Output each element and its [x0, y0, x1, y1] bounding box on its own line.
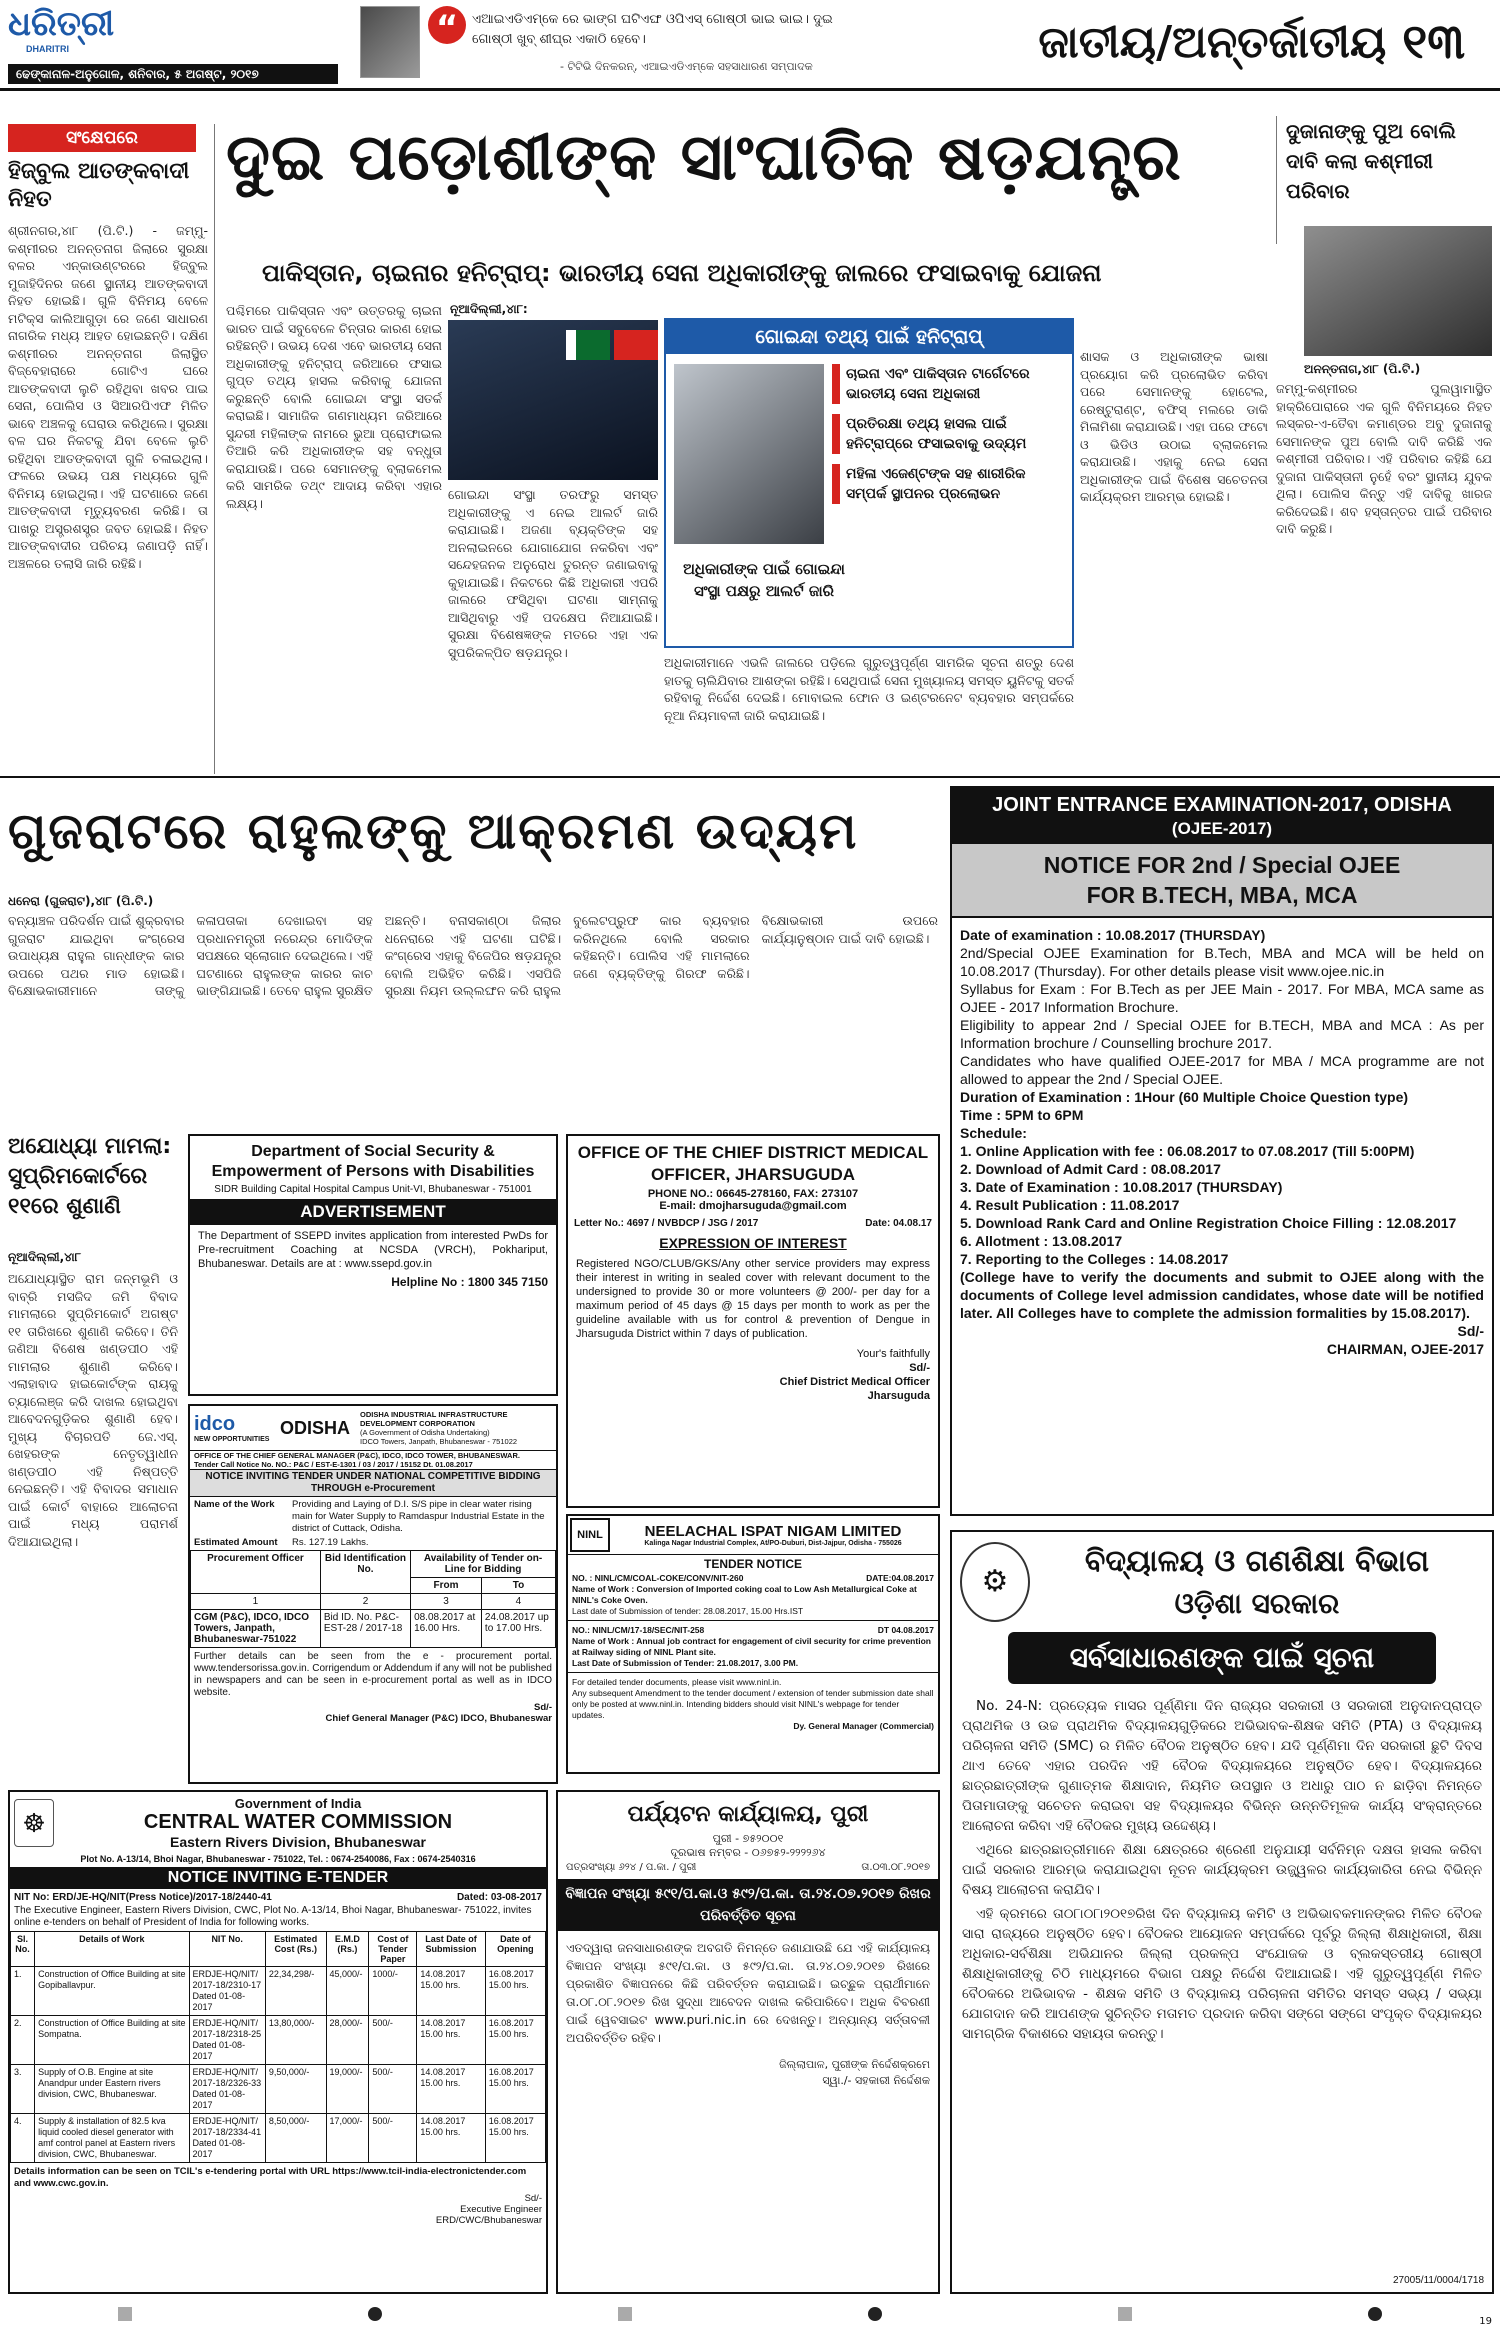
- ssepd-helpline: Helpline No : 1800 345 7150: [391, 1275, 548, 1289]
- cwc-govt: Government of India: [234, 1796, 362, 1811]
- cwc-name: CENTRAL WATER COMMISSION: [143, 1811, 453, 1833]
- ninl-t2-last: Last Date of Submission of Tender: 21.08.2017, 3.00 PM.: [572, 1658, 799, 1668]
- lead-column-3: ଅଧିକାରୀମାନେ ଏଭଳି ଜାଲରେ ପଡ଼ିଲେ ଗୁରୁତ୍ୱପୂର୍ଣ୍ଣ ସାମରିକ ସୂଚନା ଶତ୍ରୁ ଦେଶ ହାତକୁ ଚାଲିଯିବାର ଆଶଙ୍କା ରହିଛି। ସେଥିପାଇଁ ସେନା ମୁଖ୍ୟାଳୟ ସମସ୍ତ ୟୁନିଟକୁ ସତର୍କ ରହିବାକୁ ନିର୍ଦ୍ଦେଶ ଦେଇଛି। ମୋବାଇଲ ଫୋନ ଓ ଇଣ୍ଟରନେଟ ବ୍ୟବହାର ସମ୍ପର୍କରେ ନୂଆ ନିୟମାବଳୀ ଜାରି କରାଯାଇଛି।: [664, 655, 1074, 723]
- quote-text: ଏଆଇଏଡିଏମ୍‌କେ ରେ ଭାଙ୍ଗ ଘଟିଏଙ୍ଘ ଓପିଏସ୍ ଗୋଷ୍ଠୀ ଭାଇ ଭାଇ। ଦୁଇ ଗୋଷ୍ଠୀ ଖୁବ୍ ଶୀଘ୍ର ଏକାଠି ହେବେ।: [472, 12, 833, 47]
- ninl-tender-2: [568, 1620, 938, 1669]
- idco-cell-from: 08.08.2017 at 16.00 Hrs.: [411, 1610, 482, 1648]
- education-p1: No. 24-N: ପ୍ରତ୍ୟେକ ମାସର ପୂର୍ଣ୍ଣିମା ଦିନ ରାଜ୍ୟର ସରକାରୀ ଓ ସରକାରୀ ଅନୁଦାନପ୍ରାପ୍ତ ପ୍ରାଥମିକ ଓ ଉଚ୍ଚ ପ୍ରାଥମିକ ବିଦ୍ୟାଳୟଗୁଡ଼ିକରେ ଅଭିଭାବକ-ଶିକ୍ଷକ ସମିତି (PTA) ଓ ବିଦ୍ୟାଳୟ ପରିଚାଳନା ସମିତି (SMC) ର ମିଳିତ ବୈଠକ ଅନୁଷ୍ଠିତ ହେବ। ଯଦି ପୂର୍ଣ୍ଣିମା ଦିନ ସରକାରୀ ଛୁଟି ଦିବସ ଥାଏ ତେବେ ଏହାର ପରଦିନ ଏହି ବୈଠକ ବିଦ୍ୟାଳୟରେ ଅନୁଷ୍ଠିତ ହେବ। ବିଦ୍ୟାଳୟରେ ଛାତ୍ରଛାତ୍ରୀଙ୍କ ଗୁଣାତ୍ମକ ଶିକ୍ଷାଦାନ, ନିୟମିତ ଉପସ୍ଥାନ ଓ ଅଧାରୁ ପାଠ ନ ଛାଡ଼ିବା ନିମନ୍ତେ ପିତାମାତାଙ୍କୁ ସଚେତନ କରାଇବା ସହ ବିଦ୍ୟାଳୟର ବିଭିନ୍ନ ଉନ୍ନତିମୂଳକ କାର୍ଯ୍ୟ ସଂକ୍ରାନ୍ତରେ ଆଲୋଚନା କରିବା ଏହି ବୈଠକର ମୁଖ୍ୟ ଉଦ୍ଦେଶ୍ୟ।: [962, 1698, 1482, 1834]
- lead-headline: ଦୁଇ ପଡ଼ୋଶୀଙ୍କ ସାଂଘାତିକ ଷଡ଼ଯନ୍ତ୍ର: [226, 121, 1182, 195]
- cwc-cell: 14.08.2017 15.00 hrs.: [417, 1967, 485, 2016]
- idco-work: Providing and Laying of D.I. S/S pipe in clear water rising main for Water Supply to Ramdaspur Industrial Estate in the district of Cuttack, Odisha.: [292, 1499, 545, 1534]
- idco-sign: Chief General Manager (P&C) IDCO, Bhubaneswar: [325, 1713, 552, 1724]
- lead-dateline: ନୂଆଦିଲ୍ଲୀ,୪ା୮:: [450, 302, 528, 316]
- idco-th-officer: Procurement Officer: [191, 1551, 321, 1594]
- cdmo-email: E-mail: dmojharsuguda@gmail.com: [659, 1200, 847, 1212]
- idco-signature: [190, 1702, 556, 1724]
- idco-col-no: 2: [320, 1594, 410, 1610]
- idco-sd: Sd/-: [534, 1702, 552, 1713]
- idco-org-sub: (A Government of Odisha Undertaking): [360, 1428, 490, 1437]
- cwc-header-cell: Last Date of Submission: [417, 1932, 485, 1967]
- cdmo-yours: Your's faithfully: [856, 1348, 930, 1360]
- inset-bullet: ମହିଳା ଏଜେଣ୍ଟଙ୍କ ସହ ଶାରୀରିକ ସମ୍ପର୍କ ସ୍ଥାପନର ପ୍ରଲୋଭନ: [832, 464, 1066, 504]
- header-rule: [0, 88, 1500, 91]
- cwc-cell: Supply & installation of 82.5 kva liquid cooled diesel generator with amf control panel at Eastern rivers division, CWC, Bhubaneswar.: [35, 2114, 189, 2163]
- ninl-header: [568, 1516, 938, 1555]
- odisha-logo: ODISHA: [280, 1417, 351, 1438]
- cwc-division: Eastern Rivers Division, Bhubaneswar: [170, 1834, 426, 1850]
- cdmo-signature: [568, 1341, 938, 1403]
- ninl-t1-last: Last date of Submission of tender: 28.08.2017, 15.00 Hrs.IST: [572, 1606, 804, 1616]
- cwc-header-cell: E.M.D (Rs.): [326, 1932, 369, 1967]
- cwc-nit: NIT No: ERD/JE-HQ/NIT(Press Notice)/2017-18/2440-41: [14, 1892, 272, 1903]
- ninl-logo: NINL: [570, 1518, 610, 1552]
- tourism-sign-2: ସ୍ୱା./- ସହକାରୀ ନିର୍ଦ୍ଦେଶକ: [822, 2074, 930, 2087]
- cdmo-notice: [566, 1134, 940, 1508]
- inset-bullet: ଚାଇନା ଏବଂ ପାକିସ୍ତାନ ଟାର୍ଗେଟରେ ଭାରତୀୟ ସେନା ଅଧିକାରୀ: [832, 364, 1066, 404]
- inset-bullet: ପ୍ରତିରକ୍ଷା ତଥ୍ୟ ହାସଲ ପାଇଁ ହନିଟ୍ରାପ୍‌ରେ ଫସାଇବାକୁ ଉଦ୍ୟମ: [832, 414, 1066, 454]
- footer-page-number: 19: [1479, 2316, 1492, 2327]
- ojee-notice-2: FOR B.TECH, MBA, MCA: [1086, 882, 1358, 908]
- idco-col-no: 4: [481, 1594, 555, 1610]
- cwc-cell: 3.: [11, 2065, 35, 2114]
- idco-logo-text: idco: [194, 1413, 236, 1435]
- ssepd-advertisement: [188, 1134, 558, 1396]
- education-title: ବିଦ୍ୟାଳୟ ଓ ଗଣଶିକ୍ଷା ବିଭାଗ: [1084, 1544, 1430, 1579]
- lead-subhead: ପାକିସ୍ତାନ, ଚାଇନାର ହନିଟ୍ରାପ୍: ଭାରତୀୟ ସେନା ଅଧିକାରୀଙ୍କୁ ଜାଲରେ ଫସାଇବାକୁ ଯୋଜନା: [262, 259, 1102, 287]
- inset-bullets: [832, 364, 1066, 504]
- registration-mark-icon: [368, 2307, 382, 2321]
- cwc-nit-row: [10, 1892, 546, 1903]
- idco-work-label: Name of the Work: [194, 1499, 275, 1510]
- idco-amount: Rs. 127.19 Lakhs.: [292, 1537, 369, 1548]
- ninl-t1-no: NO. : NINL/CM/COAL-COKE/CONV/NIT-260: [572, 1573, 744, 1583]
- cwc-cell: 19,000/-: [326, 2065, 369, 2114]
- lead-column-4: ଶାସକ ଓ ଅଧିକାରୀଙ୍କ ଭାଷା ପ୍ରୟୋଗ କରି ପ୍ରଲୋଭିତ କରିବା ପରେ ସେମାନଙ୍କୁ ହୋଟେଲ, ରେଷ୍ଟୁରାଣ୍ଟ, ବଫିସ୍ ମଲରେ ଡାକି ମିଳାମିଶା କରାଯାଉଛି। ଏହା ପରେ ଫଟୋ ଓ ଭିଡିଓ ଉଠାଇ ବ୍ଲାକମେଲ କରାଯାଉଛି। ଏହାକୁ ନେଇ ସେନା ଅଧିକାରୀଙ୍କ ପାଇଁ ବିଶେଷ ସଚେତନତା କାର୍ଯ୍ୟକ୍ରମ ଆରମ୍ଭ ହୋଇଛି।: [1080, 349, 1268, 504]
- registration-mark-icon: [118, 2307, 132, 2321]
- cwc-cell: 17,000/-: [326, 2114, 369, 2163]
- idco-table: [190, 1550, 556, 1648]
- edition-bar: [8, 64, 338, 84]
- tourism-letter: ପତ୍ରସଂଖ୍ୟା ୬୨୪ / ପ.କା. / ପୁରୀ: [566, 1862, 697, 1873]
- cdmo-letter: Letter No.: 4697 / NVBDCP / JSG / 2017: [574, 1218, 759, 1229]
- tourism-pin: ପୁରୀ - ୭୫୨୦୦୧: [712, 1832, 784, 1845]
- ojee-candidates: Candidates who have qualified OJEE-2017 for MBA / MCA programme are not allowed to appear the 2nd / Special OJEE.: [960, 1053, 1484, 1087]
- ninl-title-block: [610, 1523, 936, 1547]
- cdmo-eoi: EXPRESSION OF INTEREST: [659, 1235, 847, 1251]
- ojee-schedule-label: Schedule:: [960, 1125, 1027, 1141]
- gujarat-body: ବନ୍ୟାଞ୍ଚଳ ପରିଦର୍ଶନ ପାଇଁ ଶୁକ୍ରବାର ଗୁଜରାଟ ଯାଇଥିବା କଂଗ୍ରେସ ଉପାଧ୍ୟକ୍ଷ ରାହୁଲ ଗାନ୍ଧୀଙ୍କ କାର ଉପରେ ପଥର ମାଡ ହୋଇଛି। ବିକ୍ଷୋଭକାରୀମାନେ ତାଙ୍କୁ କଳାପତାକା ଦେଖାଇବା ସହ ପ୍ରଧାନମନ୍ତ୍ରୀ ନରେନ୍ଦ୍ର ମୋଦିଙ୍କ ସପକ୍ଷରେ ସ୍ଲୋଗାନ ଦେଇଥିଲେ। ଏହି ଘଟଣାରେ ରାହୁଲଙ୍କ କାରର କାଚ ଭାଙ୍ଗିଯାଇଛି। ତେବେ ରାହୁଲ ସୁରକ୍ଷିତ ଅଛନ୍ତି। ବନାସକାଣ୍ଠା ଜିଲାର ଧନେରାରେ ଏହି ଘଟଣା ଘଟିଛି। କଂଗ୍ରେସ ଏହାକୁ ବିଜେପିର ଷଡ଼ଯନ୍ତ୍ର ବୋଲି ଅଭିହିତ କରିଛି। ଏସପିଜି ସୁରକ୍ଷା ନିୟମ ଉଲ୍ଲଙ୍ଘନ କରି ରାହୁଲ ବୁଲେଟପ୍ରୁଫ କାର ବ୍ୟବହାର କରିନଥିଲେ ବୋଲି ସରକାର କହିଛନ୍ତି। ପୋଲିସ ଏହି ମାମଲାରେ ଜଣେ ବ୍ୟକ୍ତିଙ୍କୁ ଗିରଫ କରିଛି। ବିକ୍ଷୋଭକାରୀ ଉପରେ କାର୍ଯ୍ୟାନୁଷ୍ଠାନ ପାଇଁ ଦାବି ହୋଇଛି।: [8, 913, 938, 998]
- ojee-sd: Sd/-: [1457, 1323, 1484, 1339]
- china-flag-icon: [614, 330, 658, 360]
- ninl-sign: Dy. General Manager (Commercial): [793, 1721, 934, 1731]
- section-name: ଜାତୀୟ/ଅନ୍ତର୍ଜାତୀୟ: [1038, 16, 1387, 68]
- brief-label-text: ସଂକ୍ଷେପରେ: [66, 128, 138, 148]
- cwc-cell: 500/-: [369, 2114, 417, 2163]
- brief-body: ଶ୍ରୀନଗର,୪ା୮ (ପି.ଟି.) - ଜମ୍ମୁ-କଶ୍ମୀରର ଅନନ୍ତନାଗ ଜିଲାରେ ସୁରକ୍ଷା ବଳର ଏନ୍‌କାଉଣ୍ଟରରେ ହିଜ୍‌ବୁଲ ମୁଜାହିଦିନର ଜଣେ ସ୍ଥାନୀୟ ଆତଙ୍କବାଦୀ ନିହତ ହୋଇଛି। ଗୁଳି ବିନିମୟ ବେଳେ ମଟିକ୍ସ କାଲିଆଗୁଡ଼ା ରେ ଜଣେ ସାଧାରଣ ନାଗରିକ ମଧ୍ୟ ଆହତ ହୋଇଛନ୍ତି। ଦକ୍ଷିଣ କଶ୍ମୀରର ଅନନ୍ତନାଗ ଜିଲାସ୍ଥିତ ବିଜ୍‌ବେହାରାରେ ଗୋଟିଏ ଘରେ ଆତଙ୍କବାଦୀ ଲୁଚି ରହିଥିବା ଖବର ପାଇ ସେନା, ପୋଲିସ ଓ ସିଆରପିଏଫ ମିଳିତ ଭାବେ ଅଞ୍ଚଳକୁ ଘେରାଉ କରିଥିଲେ। ସୁରକ୍ଷା ବଳ ଘର ନିକଟକୁ ଯିବା ବେଳେ ଲୁଚି ରହିଥିବା ଆତଙ୍କବାଦୀ ଗୁଳି ଚଳାଇଥିଲା। ଫଳରେ ଉଭୟ ପକ୍ଷ ମଧ୍ୟରେ ଗୁଳି ବିନିମୟ ହୋଇଥିଲା। ଏହି ଘଟଣାରେ ଜଣେ ଆତଙ୍କବାଦୀ ମୃତ୍ୟୁବରଣ କରିଛି। ତା ପାଖରୁ ଅସ୍ତ୍ରଶସ୍ତ୍ର ଜବତ ହୋଇଛି। ନିହତ ଆତଙ୍କବାଦୀର ପରିଚୟ ଜଣାପଡ଼ି ନାହିଁ। ଅଞ୍ଚଳରେ ତଲାସି ଜାରି ରହିଛି।: [8, 223, 208, 571]
- idco-notice: NOTICE INVITING TENDER UNDER NATIONAL COMPETITIVE BIDDING THROUGH e-Procurement: [190, 1469, 556, 1497]
- gujarat-dateline: ଧନେରା (ଗୁଜରାଟ),୪ା୮ (ପି.ଟି.): [8, 894, 154, 908]
- ojee-intro: 2nd/Special OJEE Examination for B.Tech, MBA and MCA will be held on 10.08.2017 (Thursday). For other details please visit www.ojee.nic.in: [960, 945, 1484, 979]
- cdmo-body: Registered NGO/CLUB/GKS/Any other service providers may express their interest in writing in sealed cover with relevant document to the undersigned to provide 30 or more volunteers @ 200/- per day for a maximum period of 45 days @ 15 days per month to work as per the guideline available with us for control & prevention of Dengue in Jharsuguda District within 7 days of publication.: [576, 1258, 930, 1340]
- section-title: [945, 10, 1465, 74]
- idco-cell-bid: Bid ID. No. P&C-EST-28 / 2017-18: [320, 1610, 410, 1648]
- idco-th-bid: Bid Identification No.: [320, 1551, 410, 1594]
- tourism-banner: ବିଜ୍ଞାପନ ସଂଖ୍ୟା ୫୯୧/ପ.କା.ଓ ୫୯୨/ପ.କା. ତା.୨୪.୦୭.୨୦୧୭ ରିଖର ପରିବର୍ତ୍ତିତ ସୂଚନା: [558, 1879, 938, 1931]
- idco-col-no: 1: [191, 1594, 321, 1610]
- cdmo-phone: PHONE NO.: 06645-278160, FAX: 273107: [647, 1188, 859, 1200]
- registration-mark-icon: [618, 2307, 632, 2321]
- idco-org: ODISHA INDUSTRIAL INFRASTRUCTURE DEVELOPMENT CORPORATION: [360, 1410, 508, 1428]
- ojee-duration: Duration of Examination : 1Hour (60 Multiple Choice Question type): [960, 1089, 1409, 1105]
- quote-attribution: - ଟିଟିଭି ଦିନକରନ୍, ଏଆଇଏଡିଏମ୍‌କେ ସହସାଧାରଣ ସମ୍ପାଦକ: [560, 60, 813, 73]
- ssepd-body: The Department of SSEPD invites application from interested PwDs for Pre-recruitment Coaching at NCSDA (VRCH), Pokhariput, Bhubaneswar. Details are at : www.ssepd.gov.in: [198, 1230, 548, 1270]
- cwc-header: [10, 1792, 546, 1854]
- cwc-sign-2: ERD/CWC/Bhubaneswar: [435, 2215, 542, 2226]
- cwc-tender: [8, 1790, 548, 2294]
- tourism-sign-1: ଜିଲ୍ଲାପାଳ, ପୁରୀଙ୍କ ନିର୍ଦ୍ଦେଶକ୍ରମେ: [779, 2058, 930, 2071]
- ssepd-ad-label: ADVERTISEMENT: [190, 1199, 556, 1225]
- tourism-body: ଏତଦ୍ୱାରା ଜନସାଧାରଣଙ୍କ ଅବଗତି ନିମନ୍ତେ ଜଣାଯାଉଛି ଯେ ଏହି କାର୍ଯ୍ୟାଳୟ ବିଜ୍ଞାପନ ସଂଖ୍ୟା ୫୯୧/ପ.କା. ଓ ୫୯୨/ପ.କା. ତା.୨୪.୦୭.୨୦୧୭ ରିଖରେ ପ୍ରକାଶିତ ବିଜ୍ଞାପନରେ କିଛି ପରିବର୍ତ୍ତନ କରାଯାଇଛି। ଇଚ୍ଛୁକ ପ୍ରାର୍ଥୀମାନେ ତା.୦୮.୦୮.୨୦୧୭ ରିଖ ସୁଦ୍ଧା ଆବେଦନ ଦାଖଲ କରିପାରିବେ। ଅଧିକ ବିବରଣୀ ପାଇଁ ୱେବସାଇଟ www.puri.nic.in ରେ ଦେଖନ୍ତୁ। ଅନ୍ୟାନ୍ୟ ସର୍ତ୍ତାବଳୀ ଅପରିବର୍ତ୍ତିତ ରହିବ।: [566, 1941, 930, 2045]
- cwc-table: [10, 1931, 546, 2163]
- emblem-icon: ☸: [14, 1799, 54, 1847]
- cwc-cell: 500/-: [369, 2065, 417, 2114]
- kashmir-body: ଜମ୍ମୁ-କଶ୍ମୀରର ପୁଲୱାମାସ୍ଥିତ ହାକ୍ରିପୋରାରେ ଏକ ଗୁଳି ବିନିମୟରେ ନିହତ ଲସ୍କର-ଏ-ତୈବା କମାଣ୍ଡର ଅବୁ ଦୁଜାନାକୁ ସେମାନଙ୍କ ପୁଅ ବୋଲି ଦାବି କରିଛି ଏକ କଶ୍ମୀରୀ ପରିବାର। ଏହି ପରିବାର କହିଛି ଯେ ଦୁଜାନା ପାକିସ୍ତାନୀ ନୁହେଁ ବରଂ ସ୍ଥାନୀୟ ଯୁବକ ଥିଲା। ପୋଲିସ କିନ୍ତୁ ଏହି ଦାବିକୁ ଖାରଜ କରିଦେଇଛି। ଶବ ହସ୍ତାନ୍ତର ପାଇଁ ପରିବାର ଦାବି କରୁଛି।: [1276, 381, 1492, 536]
- idco-col-no: 3: [411, 1594, 482, 1610]
- tourism-letter-date: ତା.୦୩.୦୮.୨୦୧୭: [861, 1862, 930, 1873]
- education-p3: ଏହି କ୍ରମରେ ତା୦୮ା୦୮ା୨୦୧୭ରିଖ ଦିନ ବିଦ୍ୟାଳୟ କମିଟି ଓ ଅଭିଭାବକମାନଙ୍କର ମିଳିତ ବୈଠକ ସାରା ରାଜ୍ୟରେ ଅନୁଷ୍ଠିତ ହେବ। ବୈଠକର ଆୟୋଜନ ସମ୍ପର୍କରେ ପୂର୍ବରୁ ଜିଲ୍ଲା ଶିକ୍ଷାଧିକାରୀ, ଶିକ୍ଷା ଅଧିକାର-ସର୍ବଶିକ୍ଷା ଅଭିଯାନର ଜିଲ୍ଲା ପ୍ରକଳ୍ପ ସଂଯୋଜକ ଓ ବ୍ଲକସ୍ତରୀୟ ଗୋଷ୍ଠୀ ଶିକ୍ଷାଧିକାରୀଙ୍କୁ ଚିଠି ମାଧ୍ୟମରେ ବିଭାଗ ପକ୍ଷରୁ ନିର୍ଦ୍ଦେଶ ଦିଆଯାଇଛି। ଏହି ଗୁରୁତ୍ୱପୂର୍ଣ୍ଣ ମିଳିତ ବୈଠକରେ ଅଭିଭାବକ - ଶିକ୍ଷକ ସମିତି ଓ ବିଦ୍ୟାଳୟ ପରିଚାଳନା ସମିତିର ସମସ୍ତ ସଭ୍ୟ / ସଭ୍ୟା ଯୋଗଦାନ କରି ଆପଣଙ୍କ ସୁଚିନ୍ତିତ ମତାମତ ପ୍ରଦାନ କରିବା ସଙ୍ଗେ ସଙ୍ଗେ ସଂପୃକ୍ତ ବିଦ୍ୟାଳୟର ସାମଗ୍ରିକ ବିକାଶରେ ସହାୟତା କରନ୍ତୁ।: [962, 1906, 1482, 2042]
- cwc-cell: ERDJE-HQ/NIT/ 2017-18/2318-25 Dated 01-08-2017: [189, 2016, 265, 2065]
- gujarat-headline: ଗୁଜରାଟରେ ରାହୁଲଙ୍କୁ ଆକ୍ରମଣ ଉଦ୍ୟମ: [8, 802, 859, 860]
- lead-column-2: ଗୋଇନ୍ଦା ସଂସ୍ଥା ତରଫରୁ ସମସ୍ତ ଅଧିକାରୀଙ୍କୁ ଏ ନେଇ ଆଲର୍ଟ ଜାରି କରାଯାଇଛି। ଅଜଣା ବ୍ୟକ୍ତିଙ୍କ ସହ ଅନଲାଇନରେ ଯୋଗାଯୋଗ ନକରିବା ଏବଂ ସନ୍ଦେହଜନକ ଅନୁରୋଧ ତୁରନ୍ତ ଜଣାଇବାକୁ କୁହାଯାଇଛି। ନିକଟରେ କିଛି ଅଧିକାରୀ ଏପରି ଜାଲରେ ଫସିଥିବା ଘଟଣା ସାମ୍ନାକୁ ଆସିଥିବାରୁ ଏହି ପଦକ୍ଷେପ ନିଆଯାଇଛି। ସୁରକ୍ଷା ବିଶେଷଜ୍ଞଙ୍କ ମତରେ ଏହା ଏକ ସୁପରିକଳ୍ପିତ ଷଡ଼ଯନ୍ତ୍ର।: [448, 487, 658, 660]
- idco-cell-officer: CGM (P&C), IDCO, IDCO Towers, Janpath, Bhubaneswar-751022: [191, 1610, 321, 1648]
- ojee-schedule-item: 7. Reporting to the Colleges : 14.08.2017: [960, 1251, 1229, 1267]
- idco-amount-label: Estimated Amount: [194, 1537, 278, 1548]
- cwc-cell: ERDJE-HQ/NIT/ 2017-18/2326-33 Dated 01-08-2017: [189, 2065, 265, 2114]
- cwc-cell: 14.08.2017 15.00 hrs.: [417, 2114, 485, 2163]
- cwc-cell: 1000/-: [369, 1967, 417, 2016]
- ninl-tender-1: [568, 1573, 938, 1617]
- cwc-cell: 16.08.2017 15.00 hrs.: [485, 2065, 545, 2114]
- cdmo-date: Date: 04.08.17: [865, 1218, 932, 1229]
- cwc-cell: 16.08.2017 15.00 hrs.: [485, 2016, 545, 2065]
- idco-th-from: From: [411, 1578, 482, 1594]
- section-rule-1: [0, 776, 1500, 778]
- idco-th-avail: Availability of Tender on-Line for Bidding: [411, 1551, 556, 1578]
- cwc-cell: 14.08.2017 15.00 hrs.: [417, 2016, 485, 2065]
- ojee-college-note: (College have to verify the documents and submit to OJEE along with the documents of College level admission candidates, whose date will be notified later. All Colleges have to complete the admission formalities by 15.08.2017).: [960, 1269, 1484, 1321]
- cdmo-sign: Chief District Medical Officer: [779, 1376, 930, 1388]
- cwc-cell: Construction of Office Building at site Gopiballavpur.: [35, 1967, 189, 2016]
- ninl-tender: [566, 1514, 940, 1774]
- ojee-notice: [950, 786, 1494, 1516]
- table-row: [11, 2114, 546, 2163]
- inset-caption: ଅଧିକାରୀଙ୍କ ପାଇଁ ଗୋଇନ୍ଦା ସଂସ୍ଥା ପକ୍ଷରୁ ଆଲର୍ଟ ଜାରି: [683, 560, 845, 600]
- ninl-t1-row: [572, 1573, 934, 1584]
- masthead-subtitle: DHARITRI: [26, 44, 69, 54]
- idco-work-row: [190, 1497, 556, 1537]
- ojee-notice-banner: [952, 844, 1492, 918]
- cwc-footer: Details information can be seen on TCIL's e-tendering portal with URL https://www.tcil-india-electronictender.com and www.cwc.gov.in.: [14, 2166, 527, 2189]
- lead-column-1: ପଶ୍ଚିମରେ ପାକିସ୍ତାନ ଏବଂ ଉତ୍ତରକୁ ଚାଇନା ଭାରତ ପାଇଁ ସବୁବେଳେ ଚିନ୍ତାର କାରଣ ହୋଇ ରହିଛନ୍ତି। ଉଭୟ ଦେଶ ଏବେ ଭାରତୀୟ ସେନା ଅଧିକାରୀଙ୍କୁ ହନିଟ୍ରାପ୍ ଜରିଆରେ ଫସାଇ ଗୁପ୍ତ ତଥ୍ୟ ହାସଲ କରିବାକୁ ଯୋଜନା କରୁଛନ୍ତି ବୋଲି ଗୋଇନ୍ଦା ସଂସ୍ଥା ସତର୍କ କରାଇଛି। ସାମାଜିକ ଗଣମାଧ୍ୟମ ଜରିଆରେ ସୁନ୍ଦରୀ ମହିଳାଙ୍କ ନାମରେ ଭୁଆ ପ୍ରୋଫାଇଲ ତିଆରି କରି ଅଧିକାରୀଙ୍କ ସହ ବନ୍ଧୁତା କରାଯାଉଛି। ପରେ ସେମାନଙ୍କୁ ବ୍ଲାକମେଲ କରି ସାମରିକ ତଥ୍୯ ଆଦାୟ କରିବା ଏହାର ଲକ୍ଷ୍ୟ।: [226, 303, 442, 511]
- idco-logo: [194, 1413, 280, 1443]
- kashmir-dateline: ଅନନ୍ତନାଗ,୪ା୮ (ପି.ଟି.): [1304, 362, 1421, 376]
- ojee-schedule-item: 6. Allotment : 13.08.2017: [960, 1233, 1123, 1249]
- cwc-cell: 9,50,000/-: [265, 2065, 326, 2114]
- table-row: [11, 2065, 546, 2114]
- cwc-sd: Sd/-: [524, 2193, 542, 2204]
- table-row: [11, 2016, 546, 2065]
- ojee-content: [952, 918, 1492, 1366]
- idco-tender: [188, 1404, 558, 1784]
- tourism-letter-row: [558, 1860, 938, 1875]
- ojee-date: Date of examination : 10.08.2017 (THURSDAY): [960, 927, 1266, 943]
- ojee-syllabus: Syllabus for Exam : For B.Tech as per JEE Main - 2017. For MBA, MCA same as OJEE - 2017 Information Brochure.: [960, 981, 1484, 1015]
- kashmir-portrait: [1304, 226, 1492, 356]
- pakistan-flag-icon: [566, 330, 610, 360]
- tourism-notice: [556, 1790, 940, 2294]
- cwc-header-cell: Details of Work: [35, 1932, 189, 1967]
- education-content: [952, 1684, 1492, 2056]
- ninl-t2-date: DT 04.08.2017: [877, 1625, 934, 1635]
- cwc-cell: 1.: [11, 1967, 35, 2016]
- ssepd-title: Department of Social Security & Empowerment of Persons with Disabilities: [211, 1143, 535, 1180]
- odisha-emblem-icon: ⚙: [960, 1542, 1030, 1622]
- cwc-cell: ERDJE-HQ/NIT/ 2017-18/2334-41 Dated 01-08-2017: [189, 2114, 265, 2163]
- brief-label: [8, 124, 196, 152]
- ninl-t1-date: DATE:04.08.2017: [866, 1573, 934, 1583]
- ninl-tender-label: TENDER NOTICE: [703, 1557, 802, 1571]
- quote-mark-icon: “: [428, 6, 466, 44]
- cwc-cell: 500/-: [369, 2016, 417, 2065]
- education-govt: ଓଡ଼ିଶା ସରକାର: [1174, 1587, 1340, 1620]
- ojee-title-2: (OJEE-2017): [1171, 819, 1273, 838]
- ojee-schedule-item: 1. Online Application with fee : 06.08.2017 to 07.08.2017 (Till 5:00PM): [960, 1143, 1415, 1159]
- ojee-title-1: JOINT ENTRANCE EXAMINATION-2017, ODISHA: [992, 794, 1452, 816]
- cwc-cell: 45,000/-: [326, 1967, 369, 2016]
- registration-mark-icon: [868, 2307, 882, 2321]
- cdmo-place: Jharsuguda: [867, 1390, 930, 1402]
- idco-logo-row: [190, 1406, 556, 1450]
- ojee-header: [952, 788, 1492, 844]
- table-row: [11, 1967, 546, 2016]
- idco-call: Tender Call Notice No. NO.: P&C / EST-E-1301 / 03 / 2017 / 15152 Dt. 01.08.2017: [194, 1460, 473, 1469]
- print-registration-marks: [0, 2302, 1500, 2326]
- ayodhya-dateline: ନୂଆଦିଲ୍ଲୀ,୪ା୮: [8, 1250, 81, 1264]
- registration-mark-icon: [1118, 2307, 1132, 2321]
- cwc-header-cell: Estimated Cost (Rs.): [265, 1932, 326, 1967]
- brief-divider: [214, 124, 215, 774]
- page-number: ୧୩: [1402, 13, 1465, 70]
- idco-cell-to: 24.08.2017 up to 17.00 Hrs.: [481, 1610, 555, 1648]
- tourism-signature: [558, 2051, 938, 2095]
- cwc-cell: 8,50,000/-: [265, 2114, 326, 2163]
- kashmir-headline: ଦୁଜାନାଙ୍କୁ ପୁଅ ବୋଲି ଦାବି କଲା କଶ୍ମୀରୀ ପରିବାର: [1286, 119, 1456, 203]
- ssepd-address: SIDR Building Capital Hospital Campus Unit-VI, Bhubaneswar - 751001: [214, 1184, 532, 1195]
- idco-amount-row: [190, 1537, 556, 1550]
- cwc-cell: 4.: [11, 2114, 35, 2163]
- masthead-title: ଧରିତ୍ରୀ: [8, 4, 115, 44]
- tourism-title: ପର୍ଯ୍ୟଟନ କାର୍ଯ୍ୟାଳୟ, ପୁରୀ: [627, 1802, 869, 1827]
- cwc-cell: 28,000/-: [326, 2016, 369, 2065]
- edition-line: ଢେଙ୍କାନାଳ-ଅନୁଗୋଳ, ଶନିବାର, ୫ ଅଗଷ୍ଟ, ୨୦୧୭: [16, 67, 259, 81]
- cdmo-title: OFFICE OF THE CHIEF DISTRICT MEDICAL OFFICER, JHARSUGUDA: [577, 1143, 929, 1184]
- ninl-t2-work: Name of Work : Annual job contract for engagement of civil security for crime prevention at Railway siding of NINL Plant site.: [572, 1636, 931, 1657]
- idco-office: OFFICE OF THE CHIEF GENERAL MANAGER (P&C), IDCO, IDCO TOWER, BHUBANESWAR.: [190, 1450, 556, 1460]
- ayodhya-body: ଅଯୋଧ୍ୟାସ୍ଥିତ ରାମ ଜନ୍ମଭୂମି ଓ ବାବ୍ରି ମସଜିଦ ଜମି ବିବାଦ ମାମଲାରେ ସୁପ୍ରିମକୋର୍ଟ ଅଗଷ୍ଟ ୧୧ ତାରିଖରେ ଶୁଣାଣି କରିବେ। ତିନି ଜଣିଆ ବିଶେଷ ଖଣ୍ଡପୀଠ ଏହି ମାମଲାର ଶୁଣାଣି କରିବେ। ଏଲାହାବାଦ ହାଇକୋର୍ଟଙ୍କ ରାୟକୁ ଚ୍ୟାଲେଞ୍ଜ କରି ଦାଖଲ ହୋଇଥିବା ଆବେଦନଗୁଡ଼ିକର ଶୁଣାଣି ହେବ। ମୁଖ୍ୟ ବିଚାରପତି ଜେ.ଏସ୍. ଖେହରଙ୍କ ନେତୃତ୍ୱାଧୀନ ଖଣ୍ଡପୀଠ ଏହି ନିଷ୍ପତ୍ତି ନେଇଛନ୍ତି। ଏହି ବିବାଦର ସମାଧାନ ପାଇଁ କୋର୍ଟ ବାହାରେ ଆଲୋଚନା ପାଇଁ ମଧ୍ୟ ପରାମର୍ଶ ଦିଆଯାଇଥିଲା।: [8, 1271, 178, 1549]
- cwc-cell: 2.: [11, 2016, 35, 2065]
- ojee-eligibility: Eligibility to appear 2nd / Special OJEE for B.TECH, MBA and MCA : As per Information brochure / Counselling brochure 2017.: [960, 1017, 1484, 1051]
- ninl-addr: Kalinga Nagar Industrial Complex, At/PO-Duburi, Dist-Jajpur, Odisha - 755026: [644, 1540, 902, 1547]
- cwc-addr: Plot No. A-13/14, Bhoi Nagar, Bhubaneswar - 751022, Tel. : 0674-2540086, Fax : 0674-2540316: [80, 1854, 476, 1864]
- masked-woman-photo: [674, 364, 824, 544]
- idco-org-addr: IDCO Towers, Janpath, Bhubaneswar - 751022: [360, 1437, 518, 1446]
- ojee-time: Time : 5PM to 6PM: [960, 1107, 1084, 1123]
- cwc-cell: 13,80,000/-: [265, 2016, 326, 2065]
- cwc-cell: 16.08.2017 15.00 hrs.: [485, 1967, 545, 2016]
- ojee-notice-1: NOTICE FOR 2nd / Special OJEE: [1043, 852, 1401, 878]
- ayodhya-headline: ଅଯୋଧ୍ୟା ମାମଲା: ସୁପ୍ରିମକୋର୍ଟରେ ୧୧ରେ ଶୁଣାଣି: [8, 1134, 172, 1219]
- cdmo-letter-row: [568, 1212, 938, 1229]
- hacker-photo: [448, 320, 658, 480]
- cwc-cell: Supply of O.B. Engine at site Anandpur under Eastern rivers division, CWC, Bhubaneswar.: [35, 2065, 189, 2114]
- idco-further: Further details can be seen from the e - procurement portal. www.tendersorissa.gov.in. Corrigendum or Addendum if any will not be published in newspapers and can be seen in e-procurement portal as well as in IDCO website.: [194, 1651, 552, 1698]
- cwc-header-cell: Cost of Tender Paper: [369, 1932, 417, 1967]
- ninl-footer: [568, 1672, 938, 1736]
- education-title-block: [1030, 1540, 1484, 1624]
- cwc-cell: 22,34,298/-: [265, 1967, 326, 2016]
- ojee-schedule-item: 2. Download of Admit Card : 08.08.2017: [960, 1161, 1221, 1177]
- cwc-dated: Dated: 03-08-2017: [456, 1892, 542, 1903]
- education-notice: [950, 1530, 1494, 2294]
- cwc-header-cell: NIT No.: [189, 1932, 265, 1967]
- ojee-schedule-item: 5. Download Rank Card and Online Registration Choice Filling : 12.08.2017: [960, 1215, 1457, 1231]
- education-banner: ସର୍ବସାଧାରଣଙ୍କ ପାଇଁ ସୂଚନା: [1008, 1632, 1436, 1684]
- cwc-cell: 14.08.2017 15.00 hrs.: [417, 2065, 485, 2114]
- education-header: [952, 1532, 1492, 1632]
- inset-title: ଗୋଇନ୍ଦା ତଥ୍ୟ ପାଇଁ ହନିଟ୍ରାପ୍: [666, 320, 1072, 354]
- education-code: 27005/11/0004/1718: [1392, 2275, 1484, 2286]
- cwc-title-block: [54, 1796, 542, 1850]
- idco-logo-tag: NEW OPPORTUNITIES: [194, 1436, 270, 1443]
- ninl-name: NEELACHAL ISPAT NIGAM LIMITED: [644, 1523, 902, 1540]
- cwc-signature: [10, 2193, 546, 2226]
- brief-title: ହିଜ୍‌ବୁଲ ଆତଙ୍କବାଦୀ ନିହତ: [8, 159, 190, 212]
- kashmir-divider: [1276, 116, 1277, 244]
- ninl-amend: Any subsequent Amendment to the tender document / extension of tender submission date shall only be posted at www.ninl.in. Intending bidders should visit NINL's webpage for tender updates.: [572, 1688, 934, 1720]
- cwc-notice: NOTICE INVITING E-TENDER: [10, 1867, 546, 1889]
- idco-th-to: To: [481, 1578, 555, 1594]
- education-p2: ଏଥିରେ ଛାତ୍ରଛାତ୍ରୀମାନେ ଶିକ୍ଷା କ୍ଷେତ୍ରରେ ଶ୍ରେଣୀ ଅନୁଯାୟୀ ସର୍ବନିମ୍ନ ଦକ୍ଷତା ହାସଲ କରିବା ପାଇଁ ସରକାର ଆରମ୍ଭ କରାଯାଇଥିବା ନୂତନ କାର୍ଯ୍ୟକ୍ରମ ଉଜ୍ଜ୍ୱଳର କାର୍ଯ୍ୟକାରିତା ନେଇ ବିଭିନ୍ନ ବିଷୟ ଆଲୋଚନା କରାଯିବ।: [962, 1842, 1482, 1898]
- ninl-t2-no: NO.: NINL/CM/17-18/SEC/NIT-258: [572, 1625, 705, 1635]
- masthead: [8, 4, 115, 60]
- cdmo-sd: Sd/-: [909, 1362, 930, 1374]
- ojee-schedule-item: 3. Date of Examination : 10.08.2017 (THURSDAY): [960, 1179, 1283, 1195]
- ojee-chairman: CHAIRMAN, OJEE-2017: [1326, 1341, 1484, 1357]
- honeytrap-inset: [664, 318, 1074, 648]
- idco-org-block: [360, 1410, 552, 1446]
- cwc-intro: The Executive Engineer, Eastern Rivers Division, CWC, Plot No. A-13/14, Bhoi Nagar, Bhubaneswar- 751022, invites online e-tenders on behalf of President of India for following works.: [14, 1905, 532, 1928]
- cwc-sign-1: Executive Engineer: [460, 2204, 542, 2215]
- tourism-phone: ଦୂରଭାଷ ନମ୍ବର - ୦୬୭୫୨-୨୨୨୨୬୪: [670, 1846, 826, 1859]
- cwc-header-cell: Date of Opening: [485, 1932, 545, 1967]
- cwc-cell: ERDJE-HQ/NIT/ 2017-18/2310-17 Dated 01-08-2017: [189, 1967, 265, 2016]
- registration-mark-icon: [1368, 2307, 1382, 2321]
- quote-portrait: [360, 6, 420, 78]
- ninl-t2-row: [572, 1625, 934, 1636]
- ninl-detail: For detailed tender documents, please visit www.ninl.in.: [572, 1677, 782, 1687]
- ninl-t1-work: Name of Work : Conversion of Imported coking coal to Low Ash Metallurgical Coke at NINL's Coke Oven.: [572, 1584, 917, 1605]
- cwc-cell: Construction of Office Building at site Sompatna.: [35, 2016, 189, 2065]
- ojee-schedule-item: 4. Result Publication : 11.08.2017: [960, 1197, 1180, 1213]
- cwc-header-cell: Sl. No.: [11, 1932, 35, 1967]
- cwc-cell: 16.08.2017 15.00 hrs.: [485, 2114, 545, 2163]
